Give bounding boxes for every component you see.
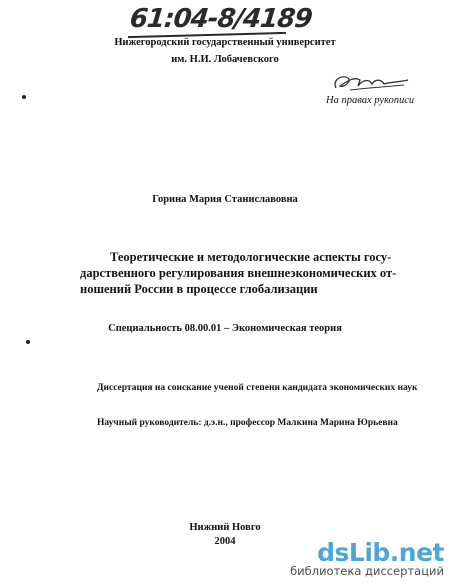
dissertation-title [80, 249, 397, 297]
library-stamp-number: 61:04-8/4189 [128, 4, 314, 34]
dslib-watermark [290, 538, 444, 578]
dslib-tagline: библиотека диссертаций [290, 564, 444, 578]
title-line: ношений России в процессе глобализации [80, 282, 318, 296]
year: 2004 [214, 536, 236, 547]
university-name: Нижегородский государственный университет [114, 37, 336, 48]
scientific-supervisor: Научный руководитель: д.э.н., профессор Малкина Марина Юрьевна [97, 418, 398, 428]
dslib-logo: dsLib.net [317, 538, 444, 567]
author-name: Горина Мария Станиславовна [152, 194, 298, 205]
title-line: дарственного регулирования внешнеэкономических от- [80, 266, 397, 280]
specialty: Специальность 08.00.01 – Экономическая теория [108, 323, 342, 334]
rights-note: На правах рукописи [326, 95, 415, 106]
university-named-after: им. Н.И. Лобачевского [171, 54, 279, 65]
margin-dot [26, 340, 30, 344]
margin-dot [22, 95, 26, 99]
handwritten-signature [330, 70, 410, 96]
dissertation-note: Диссертация на соискание ученой степени кандидата экономических наук [97, 383, 418, 393]
city: Нижний Новго [189, 522, 261, 533]
title-line: Теоретические и методологические аспекты госу- [110, 250, 392, 264]
